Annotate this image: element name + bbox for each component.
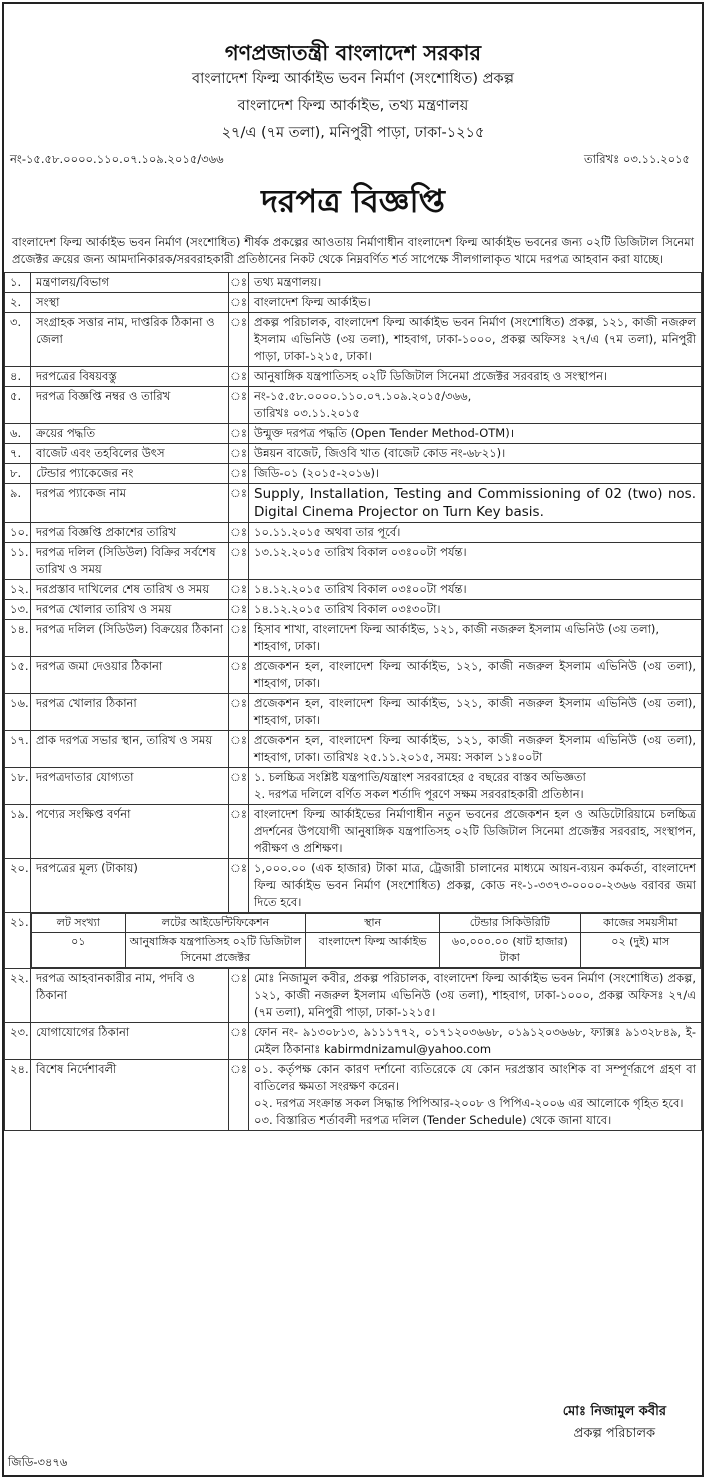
lot-data-cell: ০১ (32, 933, 126, 968)
lot-data-row (32, 933, 701, 968)
table-row (5, 367, 702, 387)
row-value (249, 600, 702, 620)
row-number: ১৯. (5, 805, 31, 859)
row-number: ৭. (5, 444, 31, 464)
value-line: মোঃ নিজামুল কবীর, প্রকল্প পরিচালক, বাংলাদেশ ফিল্ম আর্কাইভ ভবন নির্মাণ (সংশোধিত) প্রকল্প, ১২১, কাজী নজরুল ইসলাম এভিনিউ (৩য় তলা), শাহবাগ, ঢাকা-১০০০, প্রকল্প অফিসঃ ২৭/এ (৭ম তলা), মনিপুরী পাড়া, ঢাকা-১২১৫। (254, 971, 696, 1019)
row-label: দরপত্রের বিষয়বস্তু (31, 367, 229, 387)
value-line: ১৪.১২.২০১৫ তারিখ বিকাল ০৩ঃ০০টা পর্যন্ত। (254, 582, 467, 596)
value-line: বাংলাদেশ ফিল্ম আর্কাইভ। (254, 295, 371, 309)
office-name: বাংলাদেশ ফিল্ম আর্কাইভ, তথ্য মন্ত্রণালয় (237, 98, 469, 114)
lot-data-cell: আনুষাঙ্গিক যন্ত্রপাতিসহ ০২টি ডিজিটাল সিনেমা প্রজেক্টর (125, 933, 306, 968)
row-value (249, 768, 702, 805)
table-row (5, 768, 702, 805)
row-colon: ঃ (229, 387, 249, 424)
row-value (249, 969, 702, 1023)
row-number: ৯. (5, 484, 31, 523)
table-row (5, 273, 702, 293)
value-line: শাহবাগ, ঢাকা। (254, 639, 321, 653)
table-row (5, 620, 702, 657)
value-line: প্রকল্প পরিচালক, বাংলাদেশ ফিল্ম আর্কাইভ ভবন নির্মাণ (সংশোধিত) প্রকল্প, ১২১, কাজী নজরুল ইসলাম এভিনিউ (৩য় তলা), শাহবাগ, ঢাকা-১০০০, প্রকল্প অফিসঃ ২৭/এ (৭ম তলা), মনিপুরী পাড়া, ঢাকা-১২১৫, ঢাকা। (254, 315, 696, 363)
table-row (5, 1060, 702, 1131)
value-line: হিসাব শাখা, বাংলাদেশ ফিল্ম আর্কাইভ, ১২১, কাজী নজরুল ইসলাম এভিনিউ (৩য় তলা), (254, 622, 660, 636)
table-row (5, 1023, 702, 1060)
row-label: যোগাযোগের ঠিকানা (31, 1023, 229, 1060)
row-number: ২৩. (5, 1023, 31, 1060)
row-number: ১. (5, 273, 31, 293)
value-line: ০২. দরপত্র সংক্রান্ত সকল সিদ্ধান্ত পিপিআর-২০০৮ ও পিপিএ-২০০৬ এর আলোকে গৃহিত হবে। (254, 1096, 684, 1110)
row-number: ১৬. (5, 694, 31, 731)
row-number: ১৫. (5, 657, 31, 694)
row-colon: ঃ (229, 768, 249, 805)
row-value (249, 293, 702, 313)
row-number: ১১. (5, 543, 31, 580)
row-value (249, 805, 702, 859)
value-line: আনুষাঙ্গিক যন্ত্রপাতিসহ ০২টি ডিজিটাল সিনেমা প্রজেক্টর সরবরাহ ও সংস্থাপন। (254, 369, 608, 383)
row-number: ৪. (5, 367, 31, 387)
value-line: উন্নয়ন বাজেট, জিওবি খাত (বাজেট কোড নং-৬৮২১)। (254, 446, 506, 460)
table-row (5, 805, 702, 859)
row-number: ১৪. (5, 620, 31, 657)
table-row (5, 523, 702, 543)
page-title: দরপত্র বিজ্ঞপ্তি (261, 182, 445, 220)
row-value (249, 580, 702, 600)
row-number: ২১. (5, 913, 31, 969)
row-number: ২. (5, 293, 31, 313)
value-line: ১৩.১২.২০১৫ তারিখ বিকাল ০৩ঃ০০টা পর্যন্ত। (254, 545, 467, 559)
row-label: দরপত্রের মূল্য (টাকায়) (31, 859, 229, 913)
value-line: প্রজেকশন হল, বাংলাদেশ ফিল্ম আর্কাইভ, ১২১, কাজী নজরুল ইসলাম এভিনিউ (৩য় তলা), শাহবাগ, ঢাকা। (254, 659, 696, 690)
value-line: প্রজেকশন হল, বাংলাদেশ ফিল্ম আর্কাইভ, ১২১, কাজী নজরুল ইসলাম এভিনিউ (৩য় তলা), শাহবাগ, ঢাকা। (254, 696, 696, 727)
row-number: ১৩. (5, 600, 31, 620)
row-label: দরপ্রস্তাব দাখিলের শেষ তারিখ ও সময় (31, 580, 229, 600)
row-colon: ঃ (229, 1023, 249, 1060)
project-name: বাংলাদেশ ফিল্ম আর্কাইভ ভবন নির্মাণ (সংশোধিত) প্রকল্প (192, 71, 514, 87)
row-colon: ঃ (229, 694, 249, 731)
row-label: দরপত্রদাতার যোগ্যতা (31, 768, 229, 805)
government-name: গণপ্রজাতন্ত্রী বাংলাদেশ সরকার (224, 41, 482, 65)
row-label: টেন্ডার প্যাকেজের নং (31, 464, 229, 484)
table-row (5, 424, 702, 444)
row-value (249, 387, 702, 424)
row-number: ১৮. (5, 768, 31, 805)
row-label: দরপত্র বিজ্ঞপ্তি প্রকাশের তারিখ (31, 523, 229, 543)
row-colon: ঃ (229, 543, 249, 580)
row-number: ২০. (5, 859, 31, 913)
table-row (5, 731, 702, 768)
row-label: ক্রয়ের পদ্ধতি (31, 424, 229, 444)
row-colon: ঃ (229, 424, 249, 444)
reference-row (4, 151, 702, 170)
value-line: ২. দরপত্র দলিলে বর্ণিত সকল শর্তাদি পূরণে সক্ষম সরবরাহকারী প্রতিষ্ঠান। (254, 787, 584, 801)
row-number: ৮. (5, 464, 31, 484)
value-line: তারিখঃ ০৩.১১.২০১৫ (254, 406, 360, 420)
value-line: তথ্য মন্ত্রণালয়। (254, 275, 322, 289)
row-colon: ঃ (229, 600, 249, 620)
table-row (5, 859, 702, 913)
row-colon: ঃ (229, 484, 249, 523)
signatory-name: মোঃ নিজামুল কবীর (562, 1404, 666, 1419)
lot-header-cell: কাজের সময়সীমা (580, 914, 700, 933)
row-number: ১০. (5, 523, 31, 543)
lot-cell (31, 913, 702, 969)
row-value (249, 313, 702, 367)
office-address: ২৭/এ (৭ম তলা), মনিপুরী পাড়া, ঢাকা-১২১৫ (221, 125, 485, 141)
row-value (249, 657, 702, 694)
tender-details-table (4, 272, 702, 1131)
row-colon: ঃ (229, 293, 249, 313)
row-value (249, 694, 702, 731)
row-value (249, 731, 702, 768)
row-value (249, 484, 702, 523)
row-label: দরপত্র দলিল (সিডিউল) বিক্রির সর্বশেষ তারিখ ও সময় (31, 543, 229, 580)
signature-block (563, 1401, 666, 1445)
row-number: ৫. (5, 387, 31, 424)
row-colon: ঃ (229, 273, 249, 293)
footer-code: জিডি-৩৪৭৬ (8, 1455, 68, 1469)
value-line: নং-১৫.৫৮.০০০০.১১০.০৭.১০৯.২০১৫/৩৬৬, (254, 389, 472, 403)
row-label: পণ্যের সংক্ষিপ্ত বর্ণনা (31, 805, 229, 859)
row-colon: ঃ (229, 580, 249, 600)
row-value (249, 367, 702, 387)
lot-data-cell: ৬০,০০০.০০ (ষাট হাজার) টাকা (440, 933, 580, 968)
lot-header-cell: লট সংখ্যা (32, 914, 126, 933)
row-colon: ঃ (229, 731, 249, 768)
value-line: ১৪.১২.২০১৫ তারিখ বিকাল ০৩ঃ৩০টা। (254, 602, 441, 616)
row-colon: ঃ (229, 969, 249, 1023)
row-label: দরপত্র খোলার তারিখ ও সময় (31, 600, 229, 620)
row-number: ৬. (5, 424, 31, 444)
value-line: ০১. কর্তৃপক্ষ কোন কারণ দর্শানো ব্যতিরেকে যে কোন দরপ্রস্তাব আংশিক বা সম্পূর্ণরূপে গ্রহণ বা বাতিলের ক্ষমতা সংরক্ষণ করেন। (254, 1062, 696, 1093)
row-value (249, 273, 702, 293)
row-label: দরপত্র আহবানকারীর নাম, পদবি ও ঠিকানা (31, 969, 229, 1023)
row-label: দরপত্র দলিল (সিডিউল) বিক্রয়ের ঠিকানা (31, 620, 229, 657)
header (4, 40, 702, 147)
table-row (5, 580, 702, 600)
row-value (249, 1060, 702, 1131)
row-colon: ঃ (229, 805, 249, 859)
row-colon: ঃ (229, 859, 249, 913)
value-line: Supply, Installation, Testing and Commissioning of 02 (two) nos. Digital Cinema Projector on Turn Key basis. (254, 486, 696, 520)
table-row (5, 293, 702, 313)
table-row (5, 484, 702, 523)
row-number: ২৪. (5, 1060, 31, 1131)
row-label: দরপত্র খোলার ঠিকানা (31, 694, 229, 731)
row-label: বাজেট এবং তহবিলের উৎস (31, 444, 229, 464)
row-number: ২২. (5, 969, 31, 1023)
table-row (5, 694, 702, 731)
value-line: উন্মুক্ত দরপত্র পদ্ধতি (Open Tender Method-OTM)। (254, 426, 515, 440)
value-line: ১. চলচ্চিত্র সংশ্লিষ্ট যন্ত্রপাতি/যন্ত্রাংশ সরবরাহের ৫ বছরের বাস্তব অভিজ্ঞতা (254, 770, 586, 784)
row-label: মন্ত্রণালয়/বিভাগ (31, 273, 229, 293)
row-label: দরপত্র জমা দেওয়ার ঠিকানা (31, 657, 229, 694)
value-line: বাংলাদেশ ফিল্ম আর্কাইভের নির্মাণাধীন নতুন ভবনের প্রজেকশন হল ও অডিটোরিয়ামে চলচ্চিত্র প্রদর্শনের উপযোগী আনুষাঙ্গিক যন্ত্রপাতিসহ ০২টি ডিজিটাল সিনেমা প্রজেক্টর সরবরাহ, সংস্থাপন, পরীক্ষণ ও প্রশিক্ষণ। (254, 807, 696, 855)
row-number: ৩. (5, 313, 31, 367)
value-line: জিডি-০১ (২০১৫-২০১৬)। (254, 466, 380, 480)
row-label: প্রাক দরপত্র সভার স্থান, তারিখ ও সময় (31, 731, 229, 768)
value-line: ১,০০০.০০ (এক হাজার) টাকা মাত্র, ট্রেজারী চালানের মাধ্যমে আয়ন-ব্যয়ন কর্মকর্তা, বাংলাদেশ ফিল্ম আর্কাইভ ভবন নির্মাণ (সংশোধিত) প্রকল্প, কোড নং-১-৩৩৭৩-০০০০-২৩৬৬ বরাবর জমা দিতে হবে। (254, 861, 696, 909)
row-colon: ঃ (229, 620, 249, 657)
tender-notice-page (2, 2, 704, 1477)
row-colon: ঃ (229, 523, 249, 543)
row-colon: ঃ (229, 657, 249, 694)
lot-header-cell: লটের আইডেন্টিফিকেশন (125, 914, 306, 933)
row-value (249, 444, 702, 464)
row-value (249, 523, 702, 543)
row-label: দরপত্র প্যাকেজ নাম (31, 484, 229, 523)
lot-data-cell: বাংলাদেশ ফিল্ম আর্কাইভ (306, 933, 440, 968)
footer (4, 1395, 702, 1475)
row-label: দরপত্র বিজ্ঞপ্তি নম্বর ও তারিখ (31, 387, 229, 424)
table-row (5, 543, 702, 580)
table-row (5, 313, 702, 367)
row-value (249, 859, 702, 913)
lot-header-cell: স্থান (306, 914, 440, 933)
row-value (249, 424, 702, 444)
table-row (5, 969, 702, 1023)
table-row (5, 444, 702, 464)
row-colon: ঃ (229, 464, 249, 484)
table-row (5, 657, 702, 694)
reference-number: নং-১৫.৫৮.০০০০.১১০.০৭.১০৯.২০১৫/৩৬৬ (10, 152, 224, 166)
value-line: ১০.১১.২০১৫ অথবা তার পূর্বে। (254, 525, 401, 539)
lot-header-row (32, 914, 701, 933)
row-value (249, 464, 702, 484)
row-value (249, 543, 702, 580)
table-row (5, 464, 702, 484)
row-colon: ঃ (229, 367, 249, 387)
value-line: প্রজেকশন হল, বাংলাদেশ ফিল্ম আর্কাইভ, ১২১, কাজী নজরুল ইসলাম এভিনিউ (৩য় তলা), শাহবাগ, ঢাকা। তারিখঃ ২৫.১১.২০১৫, সময়: সকাল ১১ঃ০০টা (254, 733, 696, 764)
row-colon: ঃ (229, 313, 249, 367)
row-colon: ঃ (229, 1060, 249, 1131)
row-label: সংস্থা (31, 293, 229, 313)
table-row (5, 600, 702, 620)
lot-table (31, 913, 701, 968)
row-label: বিশেষ নির্দেশাবলী (31, 1060, 229, 1131)
signatory-title: প্রকল্প পরিচালক (573, 1426, 656, 1441)
intro-paragraph: বাংলাদেশ ফিল্ম আর্কাইভ ভবন নির্মাণ (সংশোধিত) শীর্ষক প্রকল্পের আওতায় নির্মাণাধীন বাংলাদেশ ফিল্ম আর্কাইভ ভবনের জন্য ০২টি ডিজিটাল সিনেমা প্রজেক্টর ক্রয়ের জন্য আমদানিকারক/সরবরাহকারী প্রতিষ্ঠানের নিকট থেকে নিম্নবর্ণিত শর্ত সাপেক্ষে সীলগালাকৃত খামে দরপত্র আহবান করা যাচ্ছে। (12, 235, 694, 266)
row-label: সংগ্রাহক সত্তার নাম, দাপ্তরিক ঠিকানা ও জেলা (31, 313, 229, 367)
row-value (249, 1023, 702, 1060)
row-value (249, 620, 702, 657)
reference-date: তারিখঃ ০৩.১১.২০১৫ (584, 152, 690, 166)
row-number: ১২. (5, 580, 31, 600)
value-line: ফোন নং- ৯১৩০৮১৩, ৯১১১৭৭২, ০১৭১২০৩৬৬৮, ০১৯১২০৩৬৬৮, ফ্যাক্সঃ ৯১৩২৮৪৯, ই-মেইল ঠিকানাঃ kabirmdnizamul@yahoo.com (254, 1025, 696, 1056)
row-number: ১৭. (5, 731, 31, 768)
row-colon: ঃ (229, 444, 249, 464)
lot-data-cell: ০২ (দুই) মাস (580, 933, 700, 968)
table-row (5, 387, 702, 424)
value-line: ০৩. বিস্তারিত শর্তাবলী দরপত্র দলিল (Tender Schedule) থেকে জানা যাবে। (254, 1113, 612, 1127)
table-row-lot (5, 913, 702, 969)
lot-header-cell: টেন্ডার সিকিউরিটি (440, 914, 580, 933)
